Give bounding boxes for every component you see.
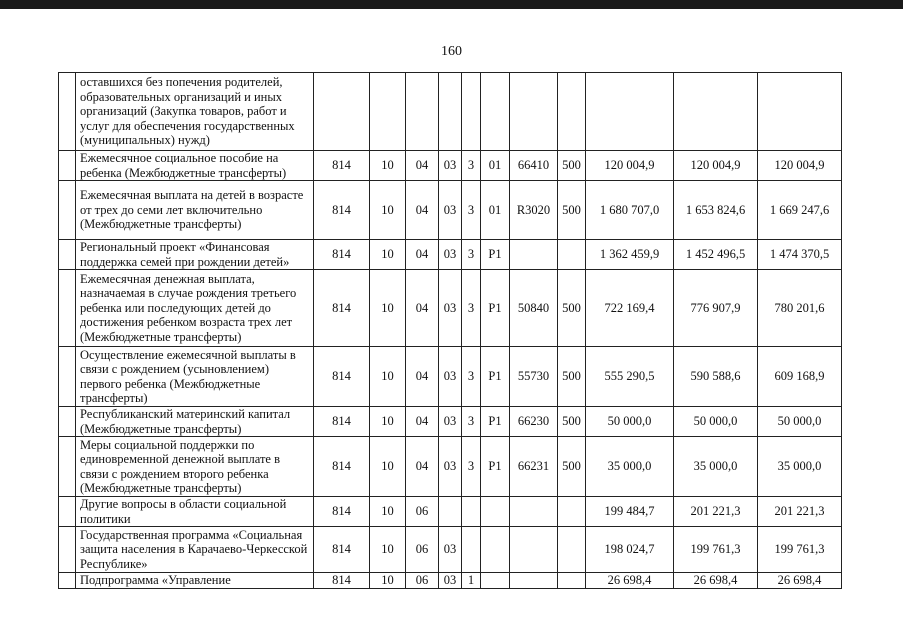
table-row xyxy=(59,270,842,347)
table-row xyxy=(59,407,842,437)
expense-name: Подпрограмма «Управление xyxy=(76,573,314,589)
ministry-code: 814 xyxy=(314,527,370,573)
ministry-code: 814 xyxy=(314,497,370,527)
expense-name: Осуществление ежемесячной выплаты в связи с рождением (усыновлением) первого ребенка (Межбюджетные трансферты) xyxy=(76,347,314,407)
ministry-code: 814 xyxy=(314,151,370,181)
ministry-code: 814 xyxy=(314,181,370,240)
subprogram-code xyxy=(462,73,481,151)
direction-code xyxy=(510,527,558,573)
amount-year-2: 1 452 496,5 xyxy=(674,240,758,270)
subprogram-code: 3 xyxy=(462,181,481,240)
section-code: 10 xyxy=(370,181,406,240)
subsection-code: 04 xyxy=(406,181,439,240)
program-code xyxy=(439,497,462,527)
table-row xyxy=(59,181,842,240)
subsection-code xyxy=(406,73,439,151)
event-code: P1 xyxy=(481,437,510,497)
ministry-code: 814 xyxy=(314,573,370,589)
subprogram-code: 1 xyxy=(462,573,481,589)
program-code: 03 xyxy=(439,573,462,589)
subprogram-code: 3 xyxy=(462,240,481,270)
program-code: 03 xyxy=(439,407,462,437)
program-code: 03 xyxy=(439,240,462,270)
amount-year-2: 1 653 824,6 xyxy=(674,181,758,240)
blank-cell xyxy=(59,240,76,270)
direction-code: 66231 xyxy=(510,437,558,497)
event-code: P1 xyxy=(481,240,510,270)
expense-name: Ежемесячная выплата на детей в возрасте от трех до семи лет включительно (Межбюджетные трансферты) xyxy=(76,181,314,240)
amount-year-1: 26 698,4 xyxy=(586,573,674,589)
amount-year-3: 50 000,0 xyxy=(758,407,842,437)
amount-year-3: 199 761,3 xyxy=(758,527,842,573)
event-code: P1 xyxy=(481,407,510,437)
table-row xyxy=(59,347,842,407)
event-code: P1 xyxy=(481,347,510,407)
amount-year-1: 198 024,7 xyxy=(586,527,674,573)
event-code xyxy=(481,497,510,527)
expense-name: Меры социальной поддержки по единовременной денежной выплате в связи с рождением второго ребенка (Межбюджетные трансферты) xyxy=(76,437,314,497)
direction-code xyxy=(510,240,558,270)
expense-type-code xyxy=(558,497,586,527)
expense-type-code: 500 xyxy=(558,347,586,407)
subprogram-code: 3 xyxy=(462,347,481,407)
section-code: 10 xyxy=(370,573,406,589)
expense-type-code xyxy=(558,240,586,270)
ministry-code: 814 xyxy=(314,407,370,437)
section-code: 10 xyxy=(370,347,406,407)
amount-year-2: 199 761,3 xyxy=(674,527,758,573)
program-code xyxy=(439,73,462,151)
expense-name: Другие вопросы в области социальной политики xyxy=(76,497,314,527)
amount-year-3 xyxy=(758,73,842,151)
direction-code: 66410 xyxy=(510,151,558,181)
amount-year-3: 780 201,6 xyxy=(758,270,842,347)
expense-name: Республиканский материнский капитал (Межбюджетные трансферты) xyxy=(76,407,314,437)
event-code xyxy=(481,527,510,573)
program-code: 03 xyxy=(439,527,462,573)
subsection-code: 04 xyxy=(406,437,439,497)
amount-year-2: 201 221,3 xyxy=(674,497,758,527)
subprogram-code: 3 xyxy=(462,407,481,437)
page-number: 160 xyxy=(441,44,462,59)
section-code: 10 xyxy=(370,407,406,437)
amount-year-2: 50 000,0 xyxy=(674,407,758,437)
amount-year-1: 1 362 459,9 xyxy=(586,240,674,270)
table-row xyxy=(59,437,842,497)
expense-type-code: 500 xyxy=(558,270,586,347)
expense-type-code xyxy=(558,573,586,589)
blank-cell xyxy=(59,573,76,589)
subprogram-code: 3 xyxy=(462,437,481,497)
table-row xyxy=(59,497,842,527)
table-row xyxy=(59,527,842,573)
amount-year-1: 35 000,0 xyxy=(586,437,674,497)
subprogram-code: 3 xyxy=(462,270,481,347)
direction-code: 55730 xyxy=(510,347,558,407)
amount-year-3: 120 004,9 xyxy=(758,151,842,181)
program-code: 03 xyxy=(439,437,462,497)
subsection-code: 06 xyxy=(406,527,439,573)
amount-year-2: 590 588,6 xyxy=(674,347,758,407)
event-code: 01 xyxy=(481,181,510,240)
amount-year-1: 50 000,0 xyxy=(586,407,674,437)
subsection-code: 04 xyxy=(406,270,439,347)
ministry-code: 814 xyxy=(314,347,370,407)
ministry-code: 814 xyxy=(314,240,370,270)
subsection-code: 04 xyxy=(406,151,439,181)
section-code: 10 xyxy=(370,270,406,347)
blank-cell xyxy=(59,270,76,347)
expense-type-code: 500 xyxy=(558,407,586,437)
program-code: 03 xyxy=(439,151,462,181)
subsection-code: 04 xyxy=(406,347,439,407)
blank-cell xyxy=(59,497,76,527)
blank-cell xyxy=(59,73,76,151)
blank-cell xyxy=(59,437,76,497)
amount-year-2 xyxy=(674,73,758,151)
program-code: 03 xyxy=(439,270,462,347)
ministry-code: 814 xyxy=(314,437,370,497)
expense-name: Ежемесячное социальное пособие на ребенка (Межбюджетные трансферты) xyxy=(76,151,314,181)
expense-type-code xyxy=(558,73,586,151)
ministry-code xyxy=(314,73,370,151)
subsection-code: 06 xyxy=(406,573,439,589)
table-row xyxy=(59,240,842,270)
amount-year-2: 35 000,0 xyxy=(674,437,758,497)
amount-year-2: 26 698,4 xyxy=(674,573,758,589)
direction-code xyxy=(510,497,558,527)
expense-name: Региональный проект «Финансовая поддержка семей при рождении детей» xyxy=(76,240,314,270)
direction-code xyxy=(510,73,558,151)
subprogram-code: 3 xyxy=(462,151,481,181)
subsection-code: 06 xyxy=(406,497,439,527)
event-code: 01 xyxy=(481,151,510,181)
amount-year-3: 26 698,4 xyxy=(758,573,842,589)
expense-name: оставшихся без попечения родителей, образовательных организаций и иных организаций (Закупка товаров, работ и услуг для обеспечения государственных (муниципальных) нужд) xyxy=(76,73,314,151)
subsection-code: 04 xyxy=(406,407,439,437)
section-code: 10 xyxy=(370,497,406,527)
amount-year-1: 120 004,9 xyxy=(586,151,674,181)
blank-cell xyxy=(59,151,76,181)
event-code xyxy=(481,573,510,589)
amount-year-1: 722 169,4 xyxy=(586,270,674,347)
table-row xyxy=(59,573,842,589)
amount-year-2: 120 004,9 xyxy=(674,151,758,181)
expense-type-code: 500 xyxy=(558,437,586,497)
direction-code: 50840 xyxy=(510,270,558,347)
budget-table xyxy=(58,72,842,589)
blank-cell xyxy=(59,407,76,437)
table-row xyxy=(59,73,842,151)
section-code: 10 xyxy=(370,240,406,270)
amount-year-1: 555 290,5 xyxy=(586,347,674,407)
expense-name: Ежемесячная денежная выплата, назначаемая в случае рождения третьего ребенка или последующих детей до достижения ребенком возраста трех лет (Межбюджетные трансферты) xyxy=(76,270,314,347)
direction-code: R3020 xyxy=(510,181,558,240)
section-code: 10 xyxy=(370,527,406,573)
amount-year-1: 1 680 707,0 xyxy=(586,181,674,240)
expense-type-code: 500 xyxy=(558,181,586,240)
amount-year-3: 609 168,9 xyxy=(758,347,842,407)
program-code: 03 xyxy=(439,347,462,407)
expense-type-code xyxy=(558,527,586,573)
amount-year-3: 201 221,3 xyxy=(758,497,842,527)
amount-year-1: 199 484,7 xyxy=(586,497,674,527)
amount-year-3: 35 000,0 xyxy=(758,437,842,497)
ministry-code: 814 xyxy=(314,270,370,347)
expense-type-code: 500 xyxy=(558,151,586,181)
subprogram-code xyxy=(462,527,481,573)
event-code: P1 xyxy=(481,270,510,347)
amount-year-1 xyxy=(586,73,674,151)
subprogram-code xyxy=(462,497,481,527)
amount-year-3: 1 474 370,5 xyxy=(758,240,842,270)
amount-year-3: 1 669 247,6 xyxy=(758,181,842,240)
blank-cell xyxy=(59,527,76,573)
section-code: 10 xyxy=(370,437,406,497)
direction-code: 66230 xyxy=(510,407,558,437)
blank-cell xyxy=(59,347,76,407)
amount-year-2: 776 907,9 xyxy=(674,270,758,347)
subsection-code: 04 xyxy=(406,240,439,270)
direction-code xyxy=(510,573,558,589)
program-code: 03 xyxy=(439,181,462,240)
expense-name: Государственная программа «Социальная защита населения в Карачаево-Черкесской Республике» xyxy=(76,527,314,573)
blank-cell xyxy=(59,181,76,240)
section-code: 10 xyxy=(370,151,406,181)
scan-top-edge xyxy=(0,0,903,9)
table-row xyxy=(59,151,842,181)
section-code xyxy=(370,73,406,151)
event-code xyxy=(481,73,510,151)
